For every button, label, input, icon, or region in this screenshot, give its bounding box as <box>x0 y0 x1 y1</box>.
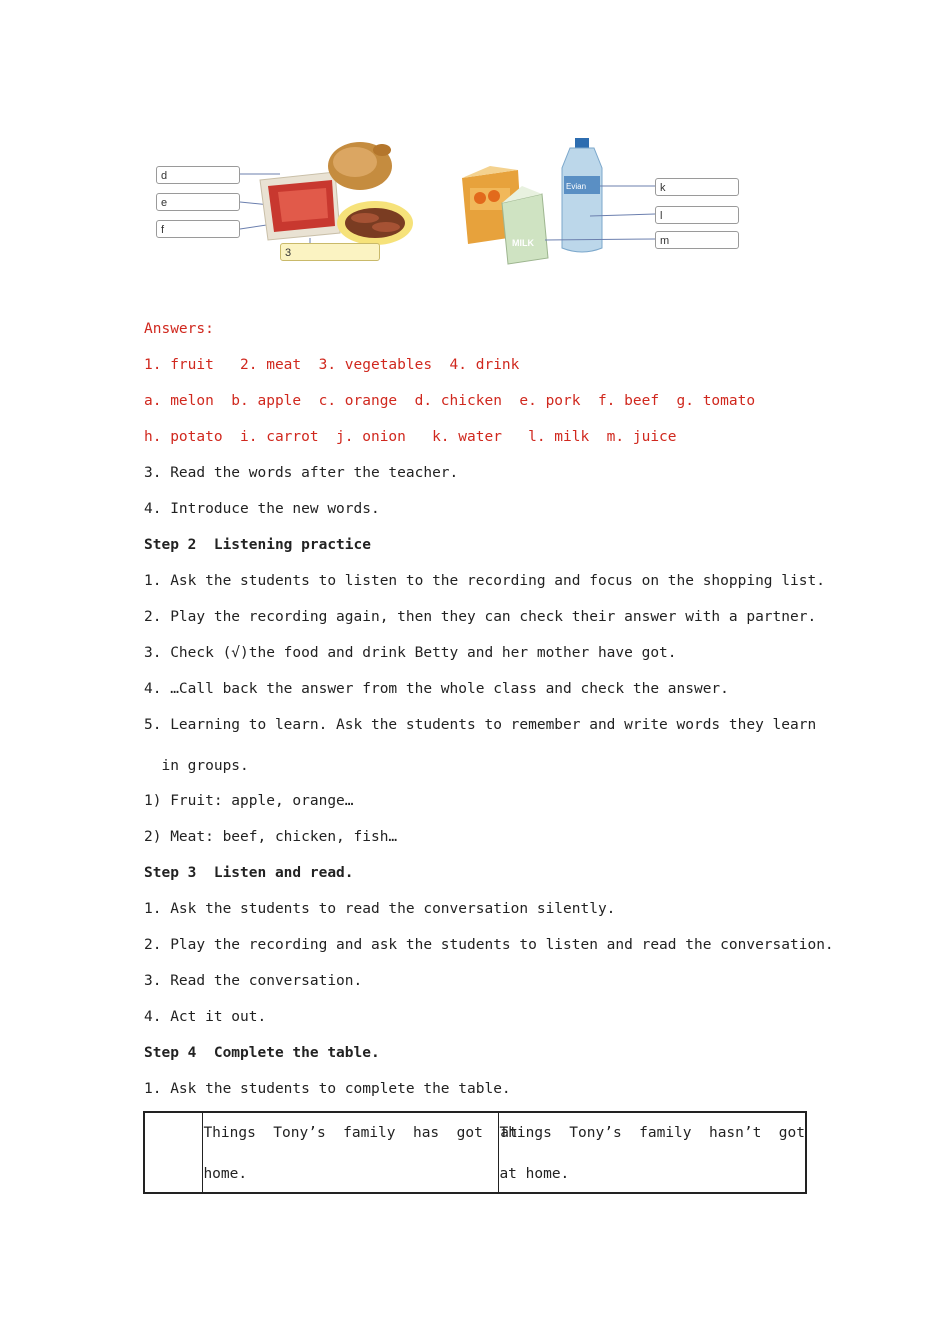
bottle-text: Evian <box>566 182 587 191</box>
label-box-3: 3 <box>280 243 380 261</box>
table-header-hasnt-got <box>499 1113 805 1192</box>
things-table <box>143 1111 807 1194</box>
table-cell-empty <box>145 1113 203 1192</box>
answers-heading: Answers: <box>144 321 214 337</box>
step4-item-1: 1. Ask the students to complete the table. <box>144 1081 511 1097</box>
step2-item-1: 1. Ask the students to listen to the recording and focus on the shopping list. <box>144 573 825 589</box>
table-header-has-got-line1: Things Tony’s family has got at <box>203 1125 518 1141</box>
answers-line-2: a. melon b. apple c. orange d. chicken e. pork f. beef g. tomato <box>144 393 756 409</box>
table-header-hasnt-got-line2: at home. <box>499 1166 570 1182</box>
table-header-has-got-line2: home. <box>203 1166 248 1182</box>
step3-item-2: 2. Play the recording and ask the students to listen and read the conversation. <box>144 937 834 953</box>
step3-heading: Step 3 Listen and read. <box>144 865 354 881</box>
food-drink-illustration <box>150 128 750 268</box>
label-box-m: m <box>655 231 739 249</box>
table-header-hasnt-got-line1: Things Tony’s family hasn’t got <box>499 1125 805 1141</box>
label-box-l: l <box>655 206 739 224</box>
step2-sub-fruit: 1) Fruit: apple, orange… <box>144 793 354 809</box>
step3-item-3: 3. Read the conversation. <box>144 973 363 989</box>
answers-line-3: h. potato i. carrot j. onion k. water l. milk m. juice <box>144 429 677 445</box>
step2-item-3: 3. Check (√)the food and drink Betty and her mother have got. <box>144 645 677 661</box>
label-box-e: e <box>156 193 240 211</box>
step2-item-4: 4. …Call back the answer from the whole class and check the answer. <box>144 681 729 697</box>
milk-carton-text: MILK <box>512 238 534 248</box>
step1-item-4: 4. Introduce the new words. <box>144 501 380 517</box>
step3-item-4: 4. Act it out. <box>144 1009 267 1025</box>
label-box-d: d <box>156 166 240 184</box>
table-header-has-got <box>203 1113 518 1192</box>
step4-heading: Step 4 Complete the table. <box>144 1045 380 1061</box>
step2-item-2: 2. Play the recording again, then they can check their answer with a partner. <box>144 609 817 625</box>
step2-item-5-cont: in groups. <box>144 758 249 774</box>
step2-heading: Step 2 Listening practice <box>144 537 371 553</box>
step3-item-1: 1. Ask the students to read the conversation silently. <box>144 901 616 917</box>
label-box-k: k <box>655 178 739 196</box>
answers-line-1: 1. fruit 2. meat 3. vegetables 4. drink <box>144 357 520 373</box>
step2-sub-meat: 2) Meat: beef, chicken, fish… <box>144 829 398 845</box>
step2-item-5: 5. Learning to learn. Ask the students to remember and write words they learn <box>144 717 817 733</box>
step1-item-3: 3. Read the words after the teacher. <box>144 465 459 481</box>
label-box-f: f <box>156 220 240 238</box>
